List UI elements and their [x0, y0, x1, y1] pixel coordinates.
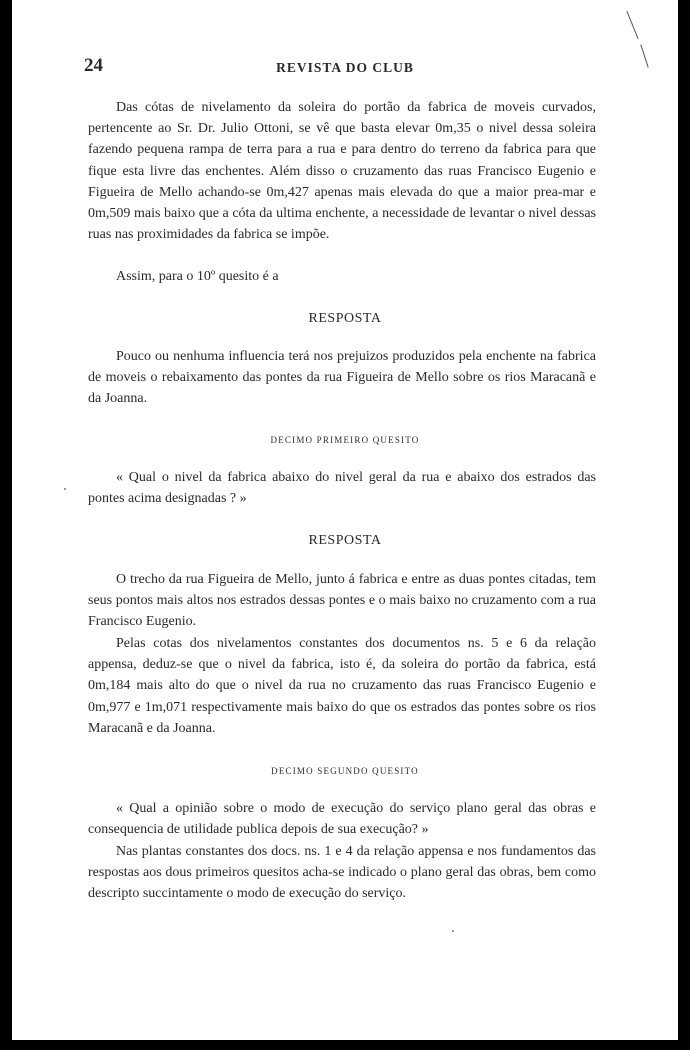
speck: [452, 930, 454, 932]
page-number: 24: [84, 55, 103, 76]
section-heading-quesito-12: DECIMO SEGUNDO QUESITO: [271, 766, 419, 776]
quoted-question: « Qual o nivel da fabrica abaixo do nivel geral da rua e abaixo dos estrados das pontes acima designadas ? »: [88, 470, 596, 507]
paragraph: O trecho da rua Figueira de Mello, junto á fabrica e entre as duas pontes citadas, tem seus pontos mais altos nos estrados dessas pontes e o mais baixo no cruzamento com a rua Francisco Eugenio.: [88, 572, 596, 630]
scan-mark: [626, 11, 638, 39]
section-heading-resposta: RESPOSTA: [308, 533, 382, 548]
paragraph: Nas plantas constantes dos docs. ns. 1 e 4 da relação appensa e nos fundamentos das respostas aos dous primeiros quesitos acha-se indicado o plano geral das obras, bem como descripto succintamente o modo de execução do serviço.: [88, 844, 596, 902]
speck: [64, 488, 66, 490]
paragraph: Pouco ou nenhuma influencia terá nos prejuizos produzidos pela enchente na fabrica de moveis o rebaixamento das pontes da rua Figueira de Mello sobre os rios Maracanã e da Joanna.: [88, 349, 596, 407]
section-heading-resposta: RESPOSTA: [308, 311, 382, 326]
paragraph: Assim, para o 10º quesito é a: [116, 269, 279, 284]
running-header-title: REVISTA DO CLUB: [276, 60, 414, 75]
scanned-page: [12, 0, 678, 1040]
section-heading-quesito-11: DECIMO PRIMEIRO QUESITO: [270, 435, 420, 445]
paragraph: Das cótas de nivelamento da soleira do portão da fabrica de moveis curvados, pertencente ao Sr. Dr. Julio Ottoni, se vê que basta elevar 0m,35 o nivel dessa soleira fazendo pequena rampa de terra para a rua e para dentro do terreno da fabrica para que fique esta livre das enchentes. Além disso o cruzamento das ruas Francisco Eugenio e Figueira de Mello achando-se 0m,427 apenas mais elevada do que a maior prea-mar e 0m,509 mais baixo que a cóta da ultima enchente, a necessidade de levantar o nivel dessas ruas nas proximidades da fabrica se impõe.: [88, 100, 596, 243]
paragraph: Pelas cotas dos nivelamentos constantes dos documentos ns. 5 e 6 da relação appensa, deduz-se que o nivel da fabrica, isto é, da soleira do portão da fabrica, está 0m,184 mais alto do que o nivel da rua no cruzamento das ruas Francisco Eugenio e 0m,977 e 1m,071 respectivamente mais baixo do que os estrados das pontes sobre os rios Maracanã e da Joanna.: [88, 636, 596, 736]
quoted-question: « Qual a opinião sobre o modo de execução do serviço plano geral das obras e consequencia de utilidade publica depois de sua execução? »: [88, 801, 596, 838]
